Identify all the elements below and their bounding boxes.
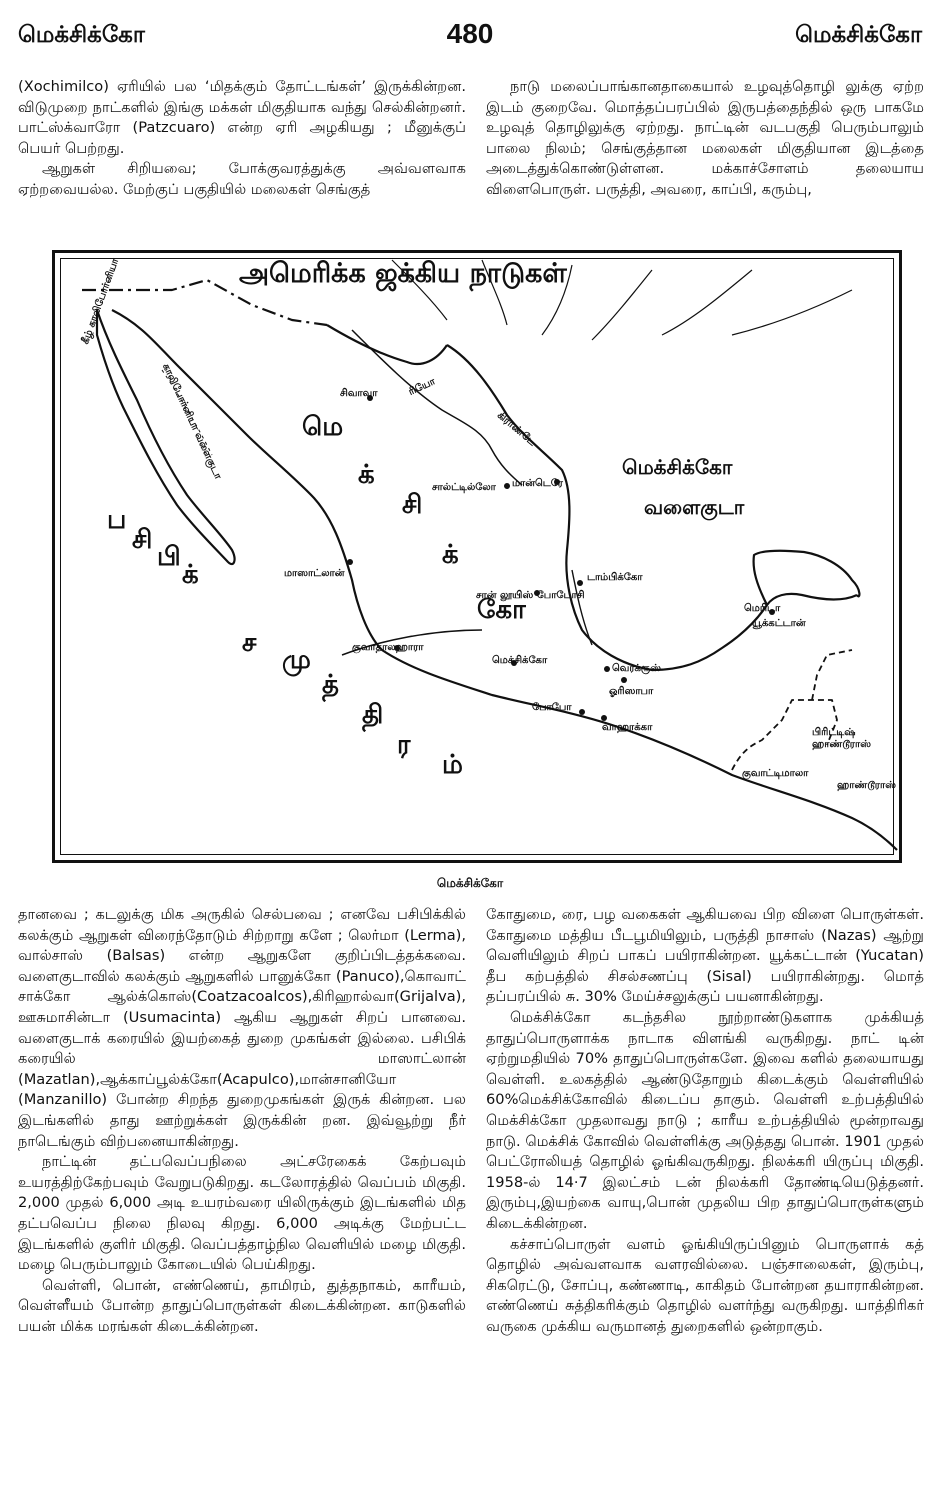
map-label-gulf-california: காலிபோர்னியா வளைகுடா bbox=[160, 362, 224, 481]
map-label-city: சிவாவா bbox=[340, 388, 378, 399]
map-label-ocean-char: மு bbox=[282, 645, 311, 675]
map-label-city: ஓரிஸாபா bbox=[609, 686, 654, 697]
map-label-ocean-char: த் bbox=[322, 670, 339, 700]
map-label-ocean-char: ர bbox=[397, 730, 411, 760]
map-label-city: குவாதாலஹாரா bbox=[352, 642, 424, 653]
paragraph: (Xochimilco) ஏரியில் பல ‘மிதக்கும் தோட்டங்கள்’ இருக்கின்றன. விடுமுறை நாட்களில் இங்கு மக்கள் மிகுதியாக வந்து செல்கின்றனர். பாட்ஸ்க்வாரோ (Patzcuaro) என்ற ஏரி அழகியது ; மீனுக்குப் பெயர் பெற்றது. bbox=[18, 78, 466, 157]
map-label-ocean-char: தி bbox=[362, 700, 384, 730]
map-label-region: யூக்கட்டான் bbox=[752, 618, 806, 629]
us-border-rio bbox=[327, 325, 447, 364]
paragraph: வெள்ளி, பொன், எண்ணெய், தாமிரம், துத்தநாகம், காரீயம், வெள்ளீயம் போன்ற தாதுப்பொருள்கள் கிடைக்கின்றன. காடுகளில் பயன் மிக்க மரங்கள் கிடைக்கின்றன. bbox=[18, 1276, 466, 1335]
map-label-river: ரியோ bbox=[407, 376, 438, 398]
map-label-city: சால்ட்டில்லோ bbox=[432, 482, 496, 493]
rio-grande-river bbox=[352, 330, 522, 485]
map-label-city: மான்டெரே bbox=[512, 478, 563, 489]
bottom-left-column bbox=[18, 905, 466, 1337]
map-caption: மெக்சிக்கோ bbox=[436, 876, 504, 890]
paragraph: கோதுமை, ரை, பழ வகைகள் ஆகியவை பிற விளை பொருள்கள். கோதுமை மத்திய பீடபூமியிலும், பருத்தி நாசாஸ் (Nazas) ஆற்று வெளியிலும் சிறப் பாகப் பயிராகின்றன. யூக்கட்டான் (Yucatan) தீப கற்பத்தில் சிசல்சணப்பு (Sisal) பயிராகின்றது. மொத் தப்பரப்பில் சு. 30% மேய்ச்சலுக்குப் பயனாகின்றது. bbox=[486, 906, 924, 1006]
map-label-capital: மெக்சிக்கோ bbox=[492, 655, 548, 666]
page-header bbox=[18, 18, 922, 58]
paragraph: கச்சாப்பொருள் வளம் ஓங்கியிருப்பினும் பொருளாக் கத் தொழில் அவ்வளவாக வளரவில்லை. பஞ்சாலைகள், இரும்பு, சிகரெட்டு, சோப்பு, கண்ணாடி, காகிதம் போன்றன தயாராகின்றன. எண்ணெய் சுத்திகரிக்கும் தொழில் வளர்ந்து வருகிறது. யாத்திரிகர் வருகை முக்கிய வருமானத் துறைகளில் ஒன்றாகும். bbox=[486, 1235, 924, 1335]
running-title-left: மெக்சிக்கோ bbox=[18, 22, 145, 48]
map-label-city: வாஹாக்கா bbox=[602, 722, 653, 733]
top-left-column bbox=[18, 77, 466, 201]
map-label-country-char: க் bbox=[358, 460, 375, 490]
belize-border bbox=[812, 650, 852, 700]
map-label-country-char: மெ bbox=[302, 412, 344, 442]
map-label-ocean-char: ப bbox=[107, 505, 127, 535]
paragraph: நாட்டின் தட்பவெப்பநிலை அட்சரேகைக் கேற்பவும் உயரத்திற்கேற்பவும் வேறுபடுகிறது. கடலோரத்தில் வெப்பம் மிகுதி. 2,000 முதல் 6,000 அடி உயரம்வரை யிலிருக்கும் இடங்களில் மித தட்பவெப்ப நிலை நிலவு கிறது. 6,000 அடிக்கு மேற்பட்ட இடங்களில் குளிர் மிகுதி. வெப்பத்தாழ்நில வெளியில் மழை மிகுதி. மழை பெரும்பாலும் கோடையில் பெய்கிறது. bbox=[18, 1153, 466, 1274]
map-label-ocean-char: ச bbox=[242, 628, 257, 658]
page-number: 480 bbox=[446, 18, 494, 49]
map-label-ocean-char: க் bbox=[182, 560, 199, 590]
map-label-gulf-line1: மெக்சிக்கோ bbox=[622, 455, 733, 479]
map-label-country: ஹாண்டூராஸ் bbox=[837, 780, 896, 791]
river bbox=[662, 270, 752, 335]
map-label-country-char: க் bbox=[442, 540, 459, 570]
map-label-gulf-line2: வளைகுடா bbox=[644, 495, 745, 519]
map-label-country-char: கோ bbox=[477, 595, 526, 625]
map-label-city: சான் லூயிஸ் போடோசி bbox=[476, 590, 585, 601]
map-label-city: மெரிடா bbox=[744, 603, 781, 614]
map-label-city: வெரக்ரூஸ் bbox=[612, 663, 662, 674]
map-label-city: டாம்பிக்கோ bbox=[587, 572, 643, 583]
map-label-country: பிரிட்டிஷ் ஹாண்டூராஸ் bbox=[812, 727, 871, 750]
paragraph: ஆறுகள் சிறியவை; போக்குவரத்துக்கு அவ்வளவாக ஏற்றவையல்ல. மேற்குப் பகுதியில் மலைகள் செங்குத் bbox=[18, 160, 466, 198]
map-label-country: குவாட்டிமாலா bbox=[742, 768, 809, 779]
map-label-city: மாஸாட்லான் bbox=[284, 568, 345, 579]
paragraph: நாடு மலைப்பாங்கானதாகையால் உழவுத்தொழி லுக்கு ஏற்ற இடம் குறைவே. மொத்தப்பரப்பில் இருபத்தைந்தில் ஒரு பாகமே உழவுத் தொழிலுக்கு ஏற்றது. நாட்டின் வடபகுதி பெரும்பாலும் பாலை நிலம்; செங்குத்தான மலைகள் மிகுதியான இடத்தை அடைத்துக்கொண்டுள்ளன. மக்காச்சோளம் தலையாய விளைபொருள். பருத்தி, அவரை, காப்பி, கரும்பு, bbox=[486, 78, 924, 198]
bottom-right-column bbox=[486, 905, 924, 1337]
running-title-right: மெக்சிக்கோ bbox=[795, 22, 922, 48]
paragraph: மெக்சிக்கோ கடந்தசில நூற்றாண்டுகளாக முக்கியத் தாதுப்பொருளாக்க நாடாக விளங்கி வருகிறது. நாட் டின் ஏற்றுமதியில் 70% தாதுப்பொருள்களே. இவை களில் தலையாயது வெள்ளி. உலகத்தில் ஆண்டுதோறும் கிடைக்கும் வெள்ளியில் 60%மெக்சிக்கோவில் கிடைப்ப தாகும். வெள்ளி உற்பத்தியில் மெக்சிக்கோ முதலாவது நாடு ; காரீய உற்பத்தியில் மூன்றாவது நாடு. மெக்சிக் கோவில் வெள்ளிக்கு அடுத்தது பொன். 1901 முதல் பெட்ரோலியத் தொழில் ஓங்கிவருகிறது. நிலக்கரி யிருப்பு மிகுதி. 1958-ல் 14·7 இலட்சம் டன் நிலக்கரி தோண்டியெடுத்தனர். இரும்பு,இயற்கை வாயு,பொன் முதலிய பிற தாதுப்பொருள்களும் கிடைக்கின்றன. bbox=[486, 1008, 924, 1232]
map-label-ocean-char: பி bbox=[157, 542, 181, 572]
river bbox=[592, 270, 652, 340]
river bbox=[732, 290, 852, 335]
map-label-volcano: போபோ bbox=[532, 702, 572, 713]
map-label-usa: அமெரிக்க ஜக்கிய நாடுகள் bbox=[239, 258, 567, 289]
city-markers bbox=[347, 395, 775, 721]
map-label-baja-lower: கீழ் காலிபோர்னியா bbox=[80, 256, 122, 346]
map-label-ocean-char: ம் bbox=[442, 750, 463, 780]
map-label-country-char: சி bbox=[402, 490, 423, 520]
mexico-map bbox=[52, 250, 902, 863]
map-label-river: கிராண்டே bbox=[494, 410, 538, 449]
map-label-ocean-char: சி bbox=[132, 525, 153, 555]
top-right-column bbox=[486, 77, 924, 201]
paragraph: தானவை ; கடலுக்கு மிக அருகில் செல்பவை ; எனவே பசிபிக்கில் கலக்கும் ஆறுகள் விரைந்தோடும் சிற்றாறு களே ; லெர்மா (Lerma), வால்சாஸ் (Balsas) என்ற ஆறுகளே குறிப்பிடத்தக்கவை. வளைகுடாவில் கலக்கும் ஆறுகளில் பானுக்கோ (Panuco),கொவாட் சாக்கோ ஆல்க்கொஸ்(Coatzacoalcos),கிரிஹால்வா(Grijalva), ஊசுமாசின்டா (Usumacinta) ஆகிய ஆறுகள் சிறப் பானவை. வளைகுடாக் கரையில் இயற்கைத் துறை முகங்கள் இல்லை. பசிபிக் கரையில் மாஸாட்லான் (Mazatlan),ஆக்காப்பூல்க்கோ(Acapulco),மான்சானியோ (Manzanillo) போன்ற சிறந்த துறைமுகங்கள் இருக் கின்றன. பல இடங்களில் தாது ஊற்றுக்கள் இருக்கின் றன. இவ்வூற்று நீர் நாடெங்கும் விற்பனையாகின்றது. bbox=[18, 906, 466, 1150]
